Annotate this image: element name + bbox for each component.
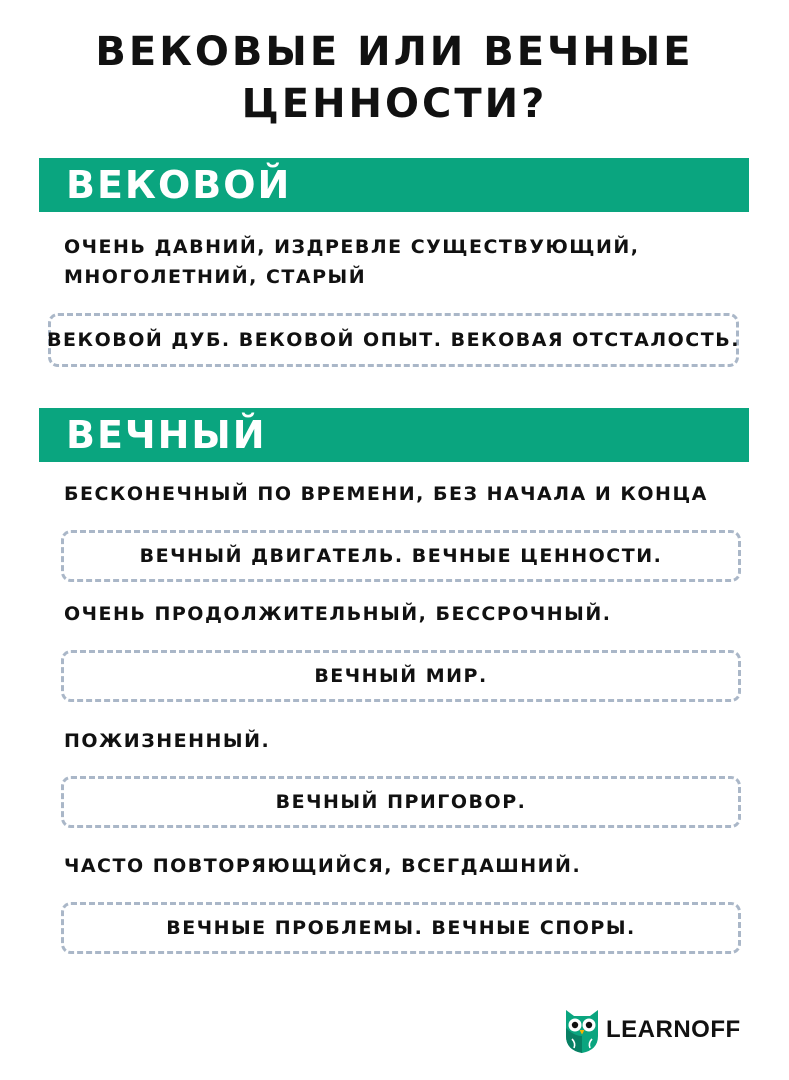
brand-logo <box>564 1005 741 1055</box>
section-heading-vekovoy: ВЕКОВОЙ <box>39 158 749 212</box>
example-text: ВЕКОВОЙ ДУБ. ВЕКОВОЙ ОПЫТ. ВЕКОВАЯ ОТСТАЛОСТЬ. <box>47 329 740 351</box>
example-text: ВЕЧНЫЙ ДВИГАТЕЛЬ. ВЕЧНЫЕ ЦЕННОСТИ. <box>139 545 663 567</box>
section-heading-vechny: ВЕЧНЫЙ <box>39 408 749 462</box>
example-box <box>61 902 741 954</box>
page-title <box>0 26 789 130</box>
brand-name: LEARNOFF <box>606 1016 741 1043</box>
definition-line: ОЧЕНЬ ДАВНИЙ, ИЗДРЕВЛЕ СУЩЕСТВУЮЩИЙ, <box>64 236 640 258</box>
page-title-line: ВЕКОВЫЕ ИЛИ ВЕЧНЫЕ <box>95 29 694 75</box>
page-title-line: ЦЕННОСТИ? <box>241 81 548 127</box>
example-box <box>61 650 741 702</box>
definition-line: ОЧЕНЬ ПРОДОЛЖИТЕЛЬНЫЙ, БЕССРОЧНЫЙ. <box>64 603 612 625</box>
definition-text <box>64 726 744 756</box>
example-box <box>48 313 739 367</box>
definition-line: МНОГОЛЕТНИЙ, СТАРЫЙ <box>64 266 367 288</box>
definition-line: ЧАСТО ПОВТОРЯЮЩИЙСЯ, ВСЕГДАШНИЙ. <box>64 855 582 877</box>
example-text: ВЕЧНЫЙ МИР. <box>314 665 488 687</box>
example-box <box>61 776 741 828</box>
definition-text <box>64 599 744 629</box>
definition-line: БЕСКОНЕЧНЫЙ ПО ВРЕМЕНИ, БЕЗ НАЧАЛА И КОНЦА <box>64 483 708 505</box>
example-text: ВЕЧНЫЙ ПРИГОВОР. <box>275 791 527 813</box>
definition-line: ПОЖИЗНЕННЫЙ. <box>64 730 271 752</box>
definition-text <box>64 232 744 292</box>
owl-icon <box>564 1006 600 1054</box>
example-text: ВЕЧНЫЕ ПРОБЛЕМЫ. ВЕЧНЫЕ СПОРЫ. <box>166 917 636 939</box>
definition-text <box>64 479 744 509</box>
definition-text <box>64 851 744 881</box>
example-box <box>61 530 741 582</box>
